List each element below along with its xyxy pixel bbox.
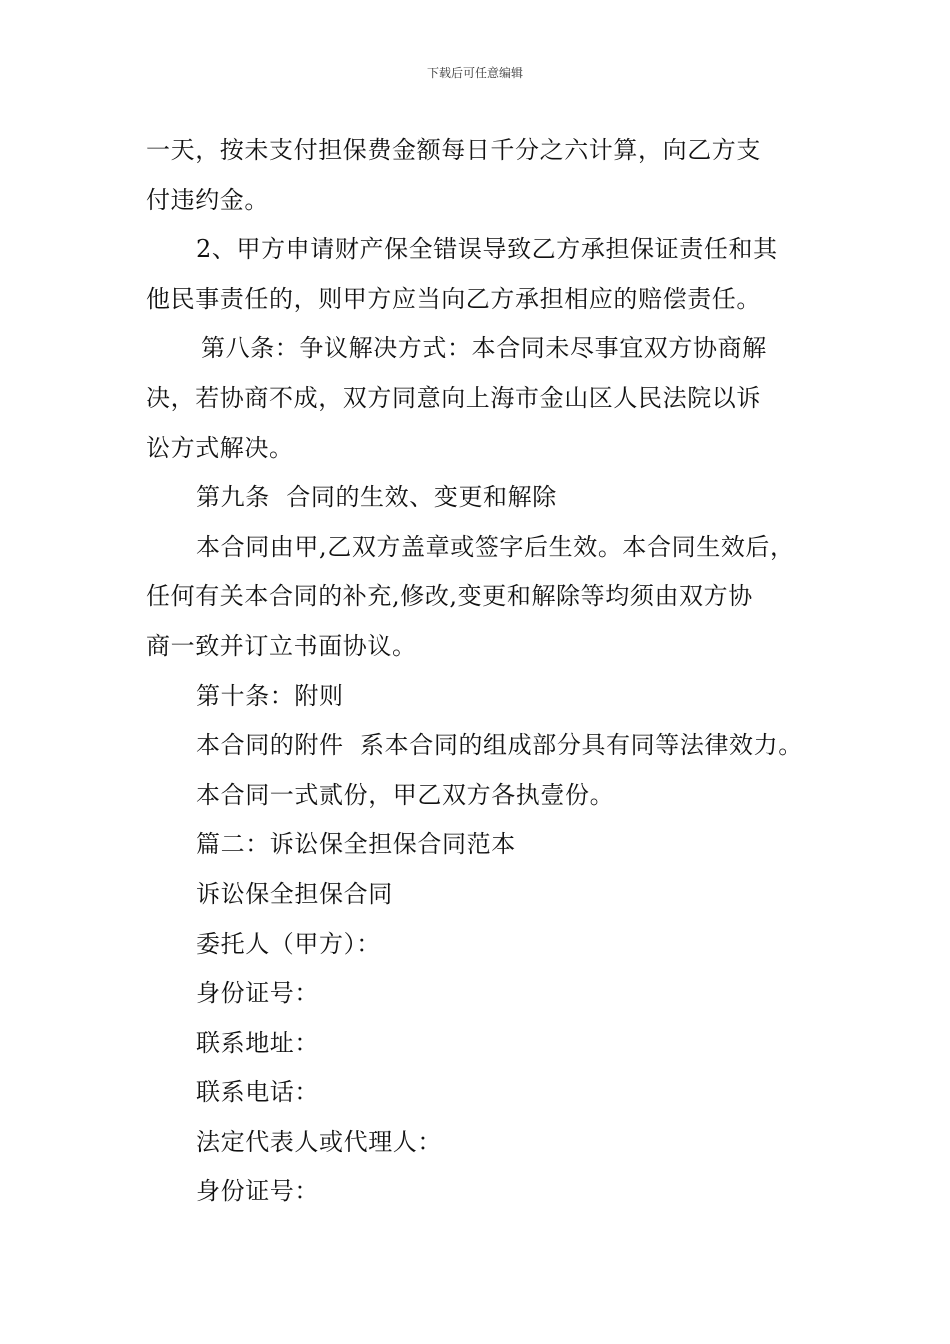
paragraph-line: 任何有关本合同的补充,修改,变更和解除等均须由双方协 <box>146 582 753 611</box>
paragraph-line: 讼方式解决。 <box>146 433 294 462</box>
form-field-line: 法定代表人或代理人： <box>196 1127 442 1156</box>
paragraph-line: 决，若协商不成，双方同意向上海市金山区人民法院以诉 <box>146 383 761 412</box>
paragraph-line: 2、甲方申请财产保全错误导致乙方承担保证责任和其 <box>196 235 778 264</box>
article-heading-line: 第九条 合同的生效、变更和解除 <box>196 483 557 512</box>
form-field-line: 身份证号： <box>196 979 319 1008</box>
paragraph-line: 本合同由甲,乙双方盖章或签字后生效。本合同生效后， <box>196 532 795 561</box>
paragraph-line: 付违约金。 <box>146 185 269 214</box>
article-heading-line: 第十条：附则 <box>196 681 344 710</box>
form-field-line: 身份证号： <box>196 1177 319 1206</box>
section-heading-line: 篇二：诉讼保全担保合同范本 <box>196 830 516 859</box>
article-heading-line: 第八条：争议解决方式：本合同未尽事宜双方协商解 <box>201 334 767 363</box>
form-field-line: 联系电话： <box>196 1078 319 1107</box>
paragraph-line: 本合同的附件 系本合同的组成部分具有同等法律效力。 <box>196 731 803 760</box>
paragraph-line: 本合同一式贰份，甲乙双方各执壹份。 <box>196 780 615 809</box>
form-field-line: 委托人（甲方）： <box>196 929 381 958</box>
paragraph-line: 商一致并订立书面协议。 <box>146 631 417 660</box>
contract-title-line: 诉讼保全担保合同 <box>196 879 393 908</box>
document-body <box>146 126 810 1217</box>
page-header: 下载后可任意编辑 <box>426 66 523 80</box>
paragraph-line: 一天，按未支付担保费金额每日千分之六计算，向乙方支 <box>146 136 761 164</box>
paragraph-line: 他民事责任的，则甲方应当向乙方承担相应的赔偿责任。 <box>146 284 761 313</box>
form-field-line: 联系地址： <box>196 1028 319 1057</box>
